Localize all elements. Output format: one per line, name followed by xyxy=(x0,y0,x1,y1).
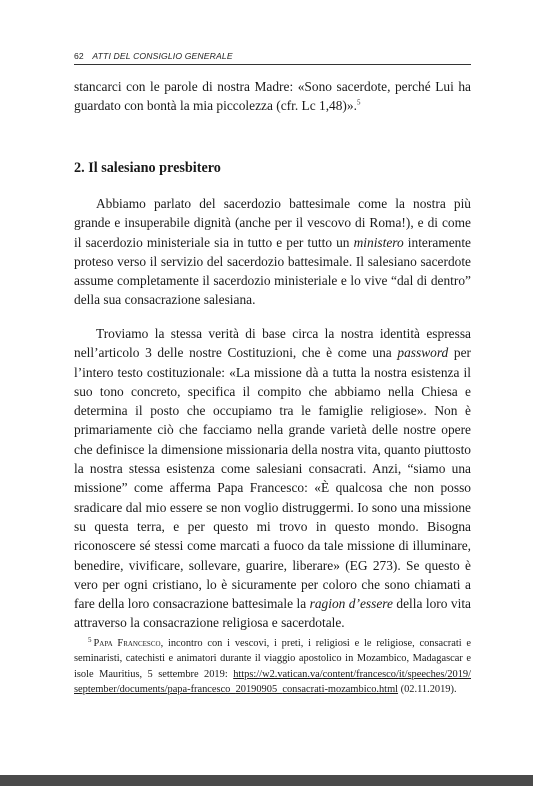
header-title: ATTI DEL CONSIGLIO GENERALE xyxy=(92,51,233,61)
page-number: 62 xyxy=(74,51,84,61)
emphasis-text: ragion d’essere xyxy=(309,596,393,612)
footnote-text: , incontro con i vescovi, i preti, i religiosi e le religiose, consacrati e seminaristi, catechisti e animatori durante il viaggio apostolico in Mozambico, Madagascar e isole Mauritius, 5 settembre 2019: xyxy=(74,638,472,680)
paragraph-text: interamente proteso verso il servizio del sacerdozio battesimale. Il salesiano sacerdote assume completamente il sacerdozio ministeriale e lo vive “dal di dentro” della sua consacrazione salesiana. xyxy=(74,234,471,308)
paragraph-text: Troviamo la stessa verità di base circa la nostra identità espressa nell’articolo 3 delle nostre Costituzioni, che è come una xyxy=(74,326,471,361)
footnote xyxy=(74,636,471,698)
footnote-date: (02.11.2019). xyxy=(400,684,457,696)
section-heading: 2. Il salesiano presbitero xyxy=(74,160,221,176)
paragraph-identita xyxy=(74,324,471,633)
paragraph-sacerdozio xyxy=(74,194,471,310)
emphasis-text: ministero xyxy=(353,234,404,250)
paragraph-text: della loro vita attraverso la consacrazione religiosa e sacerdotale. xyxy=(74,596,471,631)
footnote-link[interactable]: https://w2.vatican.va/content/francesco/it/speeches/2019/september/documents/papa-francesco_20190905_consacrati-mozambico.html xyxy=(74,668,471,696)
running-header xyxy=(74,51,470,61)
paragraph-continuation xyxy=(74,77,471,116)
paragraph-text: per l’intero testo costituzionale: «La missione dà a tutta la nostra esistenza il suo tono concreto, specifica il compito che abbiamo nella Chiesa e determina il posto che occupiamo tra le famiglie religiose». Non è primariamente ciò che facciamo nella grande varietà delle nostre opere che definisce la dimensione missionaria della nostra vita, quanto piuttosto la nostra stessa esistenza come salesiani consacrati. Anzi, “siamo una missione” come afferma Papa Francesco: «È qualcosa che non posso sradicare dal mio essere se non voglio distruggermi. Io sono una missione su questa terra, e per questo mi trovo in questo mondo. Bisogna riconoscere sé stessi come marcati a fuoco da tale missione di illuminare, benedire, vivificare, sollevare, guarire, liberare» (EG 273). Se questo è vero per ogni cristiano, lo è sicuramente per coloro che sono chiamati a fare della loro consacrazione battesimale la xyxy=(74,345,471,612)
emphasis-text: password xyxy=(397,345,449,361)
paragraph-text: Abbiamo parlato del sacerdozio battesimale come la nostra più grande e insuperabile dignità (anche per il vescovo di Roma!), e di come il sacerdozio ministeriale sia in tutto e per tutto un xyxy=(74,196,471,250)
footnote-author: Papa Francesco xyxy=(93,638,161,649)
scan-edge-bar xyxy=(0,775,533,786)
footnote-ref[interactable]: 5 xyxy=(356,98,361,107)
paragraph-text: stancarci con le parole di nostra Madre: «Sono sacerdote, perché Lui ha guardato con bontà la mia piccolezza (cfr. Lc 1,48)». xyxy=(74,79,471,114)
header-rule xyxy=(74,64,471,65)
footnote-number: 5 xyxy=(88,635,92,644)
